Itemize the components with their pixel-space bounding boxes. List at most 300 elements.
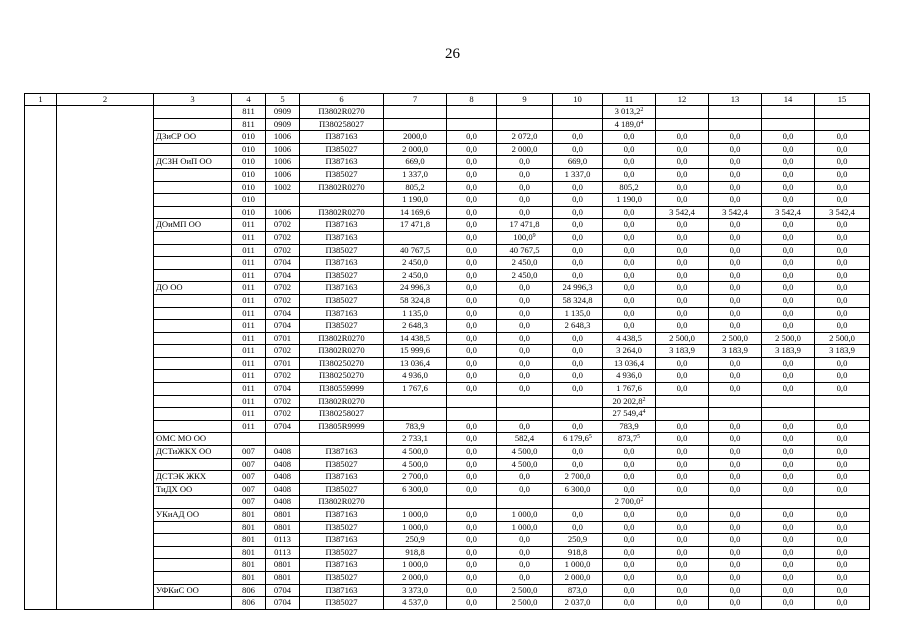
value-cell: 0,0 bbox=[762, 156, 815, 169]
value-cell: 0,0 bbox=[762, 168, 815, 181]
value-cell: 0,0 bbox=[497, 181, 553, 194]
value-cell: 0,0 bbox=[603, 282, 656, 295]
value-cell: 0,0 bbox=[762, 294, 815, 307]
value-cell: П387163 bbox=[300, 446, 384, 459]
value-cell: 0,0 bbox=[762, 219, 815, 232]
value-cell: 011 bbox=[232, 244, 266, 257]
value-cell: 010 bbox=[232, 194, 266, 207]
value-cell: 0,0 bbox=[553, 521, 603, 534]
value-cell: 3 183,9 bbox=[815, 345, 870, 358]
value-cell: 0,0 bbox=[709, 307, 762, 320]
value-cell: 0,0 bbox=[656, 282, 709, 295]
value-cell bbox=[447, 106, 497, 119]
value-cell: 0,0 bbox=[709, 181, 762, 194]
value-cell: 2000,0 bbox=[384, 131, 447, 144]
value-cell: 0,0 bbox=[447, 320, 497, 333]
value-cell: П3802R0270 bbox=[300, 181, 384, 194]
value-cell: 0,0 bbox=[553, 143, 603, 156]
value-cell: 0,0 bbox=[709, 131, 762, 144]
value-cell: 1 000,0 bbox=[497, 509, 553, 522]
value-cell: П387163 bbox=[300, 131, 384, 144]
value-cell: 2 500,0 bbox=[815, 332, 870, 345]
value-cell: 0,0 bbox=[656, 509, 709, 522]
value-cell: П385027 bbox=[300, 483, 384, 496]
value-cell: 0801 bbox=[266, 559, 300, 572]
value-cell: 24 996,3 bbox=[553, 282, 603, 295]
value-cell: 0,0 bbox=[656, 370, 709, 383]
value-cell bbox=[762, 118, 815, 131]
value-cell: 3 264,0 bbox=[603, 345, 656, 358]
value-cell: 783,9 bbox=[603, 420, 656, 433]
value-cell: П3802R0270 bbox=[300, 332, 384, 345]
value-cell: 0,0 bbox=[762, 383, 815, 396]
value-cell: 0,0 bbox=[447, 597, 497, 610]
column-header: 3 bbox=[154, 94, 232, 106]
value-cell: 2 500,0 bbox=[497, 584, 553, 597]
value-cell: 0,0 bbox=[656, 597, 709, 610]
column-header: 13 bbox=[709, 94, 762, 106]
value-cell: 0,0 bbox=[447, 345, 497, 358]
value-cell: 0,0 bbox=[447, 156, 497, 169]
value-cell: 0,0 bbox=[762, 458, 815, 471]
value-cell: 811 bbox=[232, 106, 266, 119]
value-cell: 0,0 bbox=[709, 194, 762, 207]
value-cell: 0,0 bbox=[815, 446, 870, 459]
value-cell: 0,0 bbox=[447, 143, 497, 156]
value-cell: 0,0 bbox=[815, 534, 870, 547]
value-cell: 0,0 bbox=[815, 571, 870, 584]
value-cell: 0,0 bbox=[709, 509, 762, 522]
department-cell bbox=[154, 534, 232, 547]
value-cell: 0,0 bbox=[497, 206, 553, 219]
footnote-mark: 9 bbox=[532, 232, 536, 239]
footnote-mark: 2 bbox=[640, 497, 644, 504]
value-cell: 0,0 bbox=[656, 131, 709, 144]
value-cell: 0,0 bbox=[709, 534, 762, 547]
value-cell: 6 300,0 bbox=[384, 483, 447, 496]
value-cell: 011 bbox=[232, 257, 266, 270]
value-cell: 0909 bbox=[266, 106, 300, 119]
value-cell: 14 169,6 bbox=[384, 206, 447, 219]
department-cell bbox=[154, 206, 232, 219]
value-cell: 0,0 bbox=[656, 483, 709, 496]
value-cell: П3802R0270 bbox=[300, 496, 384, 509]
value-cell: 011 bbox=[232, 357, 266, 370]
value-cell: 0,0 bbox=[603, 168, 656, 181]
value-cell: 0,0 bbox=[603, 584, 656, 597]
department-cell bbox=[154, 294, 232, 307]
value-cell: 1006 bbox=[266, 131, 300, 144]
value-cell: 2 450,0 bbox=[384, 269, 447, 282]
value-cell: 0,0 bbox=[447, 307, 497, 320]
footnote-mark: 4 bbox=[640, 119, 644, 126]
value-cell: 0,0 bbox=[447, 357, 497, 370]
value-cell: 0,0 bbox=[815, 559, 870, 572]
department-cell bbox=[154, 143, 232, 156]
value-cell: 0,0 bbox=[656, 521, 709, 534]
value-cell: 1006 bbox=[266, 156, 300, 169]
value-cell: 6 179,6$^5$ bbox=[553, 433, 603, 446]
value-cell: 0,0 bbox=[447, 294, 497, 307]
value-cell: 011 bbox=[232, 269, 266, 282]
value-cell: 0,0 bbox=[447, 206, 497, 219]
value-cell: 0,0 bbox=[709, 483, 762, 496]
value-cell: 0,0 bbox=[762, 509, 815, 522]
column-header: 5 bbox=[266, 94, 300, 106]
department-cell bbox=[154, 257, 232, 270]
value-cell: 0,0 bbox=[709, 546, 762, 559]
value-cell: 2 500,0 bbox=[762, 332, 815, 345]
value-cell: 0,0 bbox=[709, 471, 762, 484]
value-cell: 011 bbox=[232, 231, 266, 244]
department-cell bbox=[154, 269, 232, 282]
value-cell: 0,0 bbox=[709, 143, 762, 156]
value-cell: 0,0 bbox=[497, 546, 553, 559]
spanned-cell-col2 bbox=[57, 106, 154, 610]
value-cell: 2 648,3 bbox=[384, 320, 447, 333]
value-cell bbox=[762, 395, 815, 408]
value-cell: 0,0 bbox=[603, 471, 656, 484]
value-cell bbox=[815, 395, 870, 408]
value-cell: 0704 bbox=[266, 257, 300, 270]
value-cell: 4 537,0 bbox=[384, 597, 447, 610]
value-cell: 0,0 bbox=[815, 320, 870, 333]
department-cell bbox=[154, 118, 232, 131]
value-cell: П387163 bbox=[300, 584, 384, 597]
column-header: 10 bbox=[553, 94, 603, 106]
value-cell bbox=[447, 118, 497, 131]
value-cell: 4 500,0 bbox=[497, 446, 553, 459]
value-cell: 0,0 bbox=[709, 357, 762, 370]
value-cell: П387163 bbox=[300, 219, 384, 232]
value-cell: 0,0 bbox=[553, 206, 603, 219]
department-cell: ДСТиЖКХ ОО bbox=[154, 446, 232, 459]
value-cell: 806 bbox=[232, 597, 266, 610]
value-cell: 3 542,4 bbox=[656, 206, 709, 219]
column-header: 1 bbox=[25, 94, 57, 106]
budget-table bbox=[24, 93, 870, 610]
value-cell: 0,0 bbox=[656, 584, 709, 597]
value-cell: 13 036,4 bbox=[603, 357, 656, 370]
value-cell: 918,8 bbox=[384, 546, 447, 559]
value-cell: 806 bbox=[232, 584, 266, 597]
value-cell: 918,8 bbox=[553, 546, 603, 559]
value-cell: 0704 bbox=[266, 307, 300, 320]
value-cell: 011 bbox=[232, 383, 266, 396]
value-cell: 0,0 bbox=[709, 571, 762, 584]
value-cell bbox=[553, 118, 603, 131]
value-cell: 801 bbox=[232, 534, 266, 547]
value-cell: П380250270 bbox=[300, 357, 384, 370]
department-cell bbox=[154, 408, 232, 421]
value-cell: 0,0 bbox=[815, 231, 870, 244]
department-cell bbox=[154, 244, 232, 257]
value-cell: 801 bbox=[232, 546, 266, 559]
value-cell bbox=[232, 433, 266, 446]
value-cell: 2 700,0 bbox=[384, 471, 447, 484]
value-cell: 0,0 bbox=[497, 559, 553, 572]
value-cell: 007 bbox=[232, 496, 266, 509]
column-header: 11 bbox=[603, 94, 656, 106]
value-cell: 17 471,8 bbox=[384, 219, 447, 232]
value-cell: 0,0 bbox=[762, 357, 815, 370]
value-cell bbox=[815, 118, 870, 131]
value-cell: 6 300,0 bbox=[553, 483, 603, 496]
value-cell: П385027 bbox=[300, 269, 384, 282]
value-cell bbox=[384, 106, 447, 119]
value-cell: 0,0 bbox=[603, 244, 656, 257]
department-cell bbox=[154, 357, 232, 370]
value-cell: П387163 bbox=[300, 231, 384, 244]
value-cell: 0408 bbox=[266, 483, 300, 496]
department-cell: ДСТЭК ЖКХ bbox=[154, 471, 232, 484]
value-cell: 0,0 bbox=[656, 433, 709, 446]
value-cell: 011 bbox=[232, 420, 266, 433]
value-cell: 0,0 bbox=[762, 534, 815, 547]
value-cell: 0704 bbox=[266, 320, 300, 333]
value-cell: 27 549,4$^4$ bbox=[603, 408, 656, 421]
value-cell: П385027 bbox=[300, 294, 384, 307]
value-cell: 0,0 bbox=[553, 244, 603, 257]
value-cell: 0,0 bbox=[656, 383, 709, 396]
department-cell bbox=[154, 383, 232, 396]
value-cell: 0,0 bbox=[815, 168, 870, 181]
value-cell: 0,0 bbox=[497, 332, 553, 345]
value-cell: 0,0 bbox=[447, 559, 497, 572]
value-cell: 1006 bbox=[266, 143, 300, 156]
value-cell: 0,0 bbox=[603, 257, 656, 270]
spanned-cell-col1 bbox=[25, 106, 57, 610]
value-cell: 582,4 bbox=[497, 433, 553, 446]
value-cell: 0,0 bbox=[603, 534, 656, 547]
value-cell: 0,0 bbox=[497, 307, 553, 320]
footnote-mark: 4 bbox=[642, 409, 646, 416]
value-cell: 0,0 bbox=[656, 194, 709, 207]
value-cell: 0,0 bbox=[497, 571, 553, 584]
value-cell: 0,0 bbox=[447, 584, 497, 597]
value-cell: 010 bbox=[232, 168, 266, 181]
value-cell: 0,0 bbox=[709, 383, 762, 396]
value-cell: 0,0 bbox=[815, 597, 870, 610]
value-cell: 2 450,0 bbox=[497, 257, 553, 270]
value-cell: 0,0 bbox=[553, 370, 603, 383]
value-cell: 0,0 bbox=[603, 458, 656, 471]
value-cell: 1 000,0 bbox=[384, 559, 447, 572]
value-cell: 011 bbox=[232, 307, 266, 320]
value-cell: 805,2 bbox=[384, 181, 447, 194]
value-cell bbox=[300, 433, 384, 446]
value-cell: 805,2 bbox=[603, 181, 656, 194]
value-cell: 1002 bbox=[266, 181, 300, 194]
value-cell: 0,0 bbox=[603, 219, 656, 232]
column-header: 7 bbox=[384, 94, 447, 106]
value-cell: 2 700,0$^2$ bbox=[603, 496, 656, 509]
value-cell: 0702 bbox=[266, 294, 300, 307]
value-cell: 0,0 bbox=[656, 357, 709, 370]
value-cell: 0,0 bbox=[656, 307, 709, 320]
department-cell bbox=[154, 521, 232, 534]
value-cell: 0,0 bbox=[815, 420, 870, 433]
value-cell: П387163 bbox=[300, 282, 384, 295]
value-cell: 0,0 bbox=[447, 546, 497, 559]
value-cell: 13 036,4 bbox=[384, 357, 447, 370]
value-cell: 0,0 bbox=[447, 244, 497, 257]
value-cell: 0,0 bbox=[762, 546, 815, 559]
value-cell: 14 438,5 bbox=[384, 332, 447, 345]
value-cell: 0,0 bbox=[553, 231, 603, 244]
department-cell bbox=[154, 320, 232, 333]
value-cell: 0,0 bbox=[603, 546, 656, 559]
value-cell bbox=[709, 496, 762, 509]
department-cell bbox=[154, 571, 232, 584]
value-cell bbox=[656, 106, 709, 119]
column-header: 2 bbox=[57, 94, 154, 106]
department-cell: ДО ОО bbox=[154, 282, 232, 295]
value-cell: 0,0 bbox=[709, 521, 762, 534]
department-cell bbox=[154, 194, 232, 207]
department-cell: ДЗиСР ОО bbox=[154, 131, 232, 144]
value-cell: П385027 bbox=[300, 320, 384, 333]
value-cell: 0,0 bbox=[656, 244, 709, 257]
value-cell: П385027 bbox=[300, 597, 384, 610]
value-cell: 0,0 bbox=[553, 131, 603, 144]
value-cell: 2 450,0 bbox=[497, 269, 553, 282]
value-cell: 0,0 bbox=[447, 370, 497, 383]
value-cell: П3802R0270 bbox=[300, 206, 384, 219]
value-cell: 0702 bbox=[266, 395, 300, 408]
value-cell: 0,0 bbox=[815, 194, 870, 207]
value-cell: 2 000,0 bbox=[497, 143, 553, 156]
value-cell: 0,0 bbox=[497, 357, 553, 370]
value-cell bbox=[497, 395, 553, 408]
value-cell: 0,0 bbox=[603, 597, 656, 610]
value-cell: 58 324,8 bbox=[553, 294, 603, 307]
footnote-mark: 2 bbox=[642, 396, 646, 403]
department-cell: ТиДХ ОО bbox=[154, 483, 232, 496]
value-cell: 007 bbox=[232, 446, 266, 459]
value-cell bbox=[709, 395, 762, 408]
value-cell: 0,0 bbox=[762, 257, 815, 270]
value-cell bbox=[447, 496, 497, 509]
department-cell bbox=[154, 546, 232, 559]
value-cell: 0,0 bbox=[762, 446, 815, 459]
value-cell: 3 542,4 bbox=[709, 206, 762, 219]
value-cell: 1 767,6 bbox=[384, 383, 447, 396]
value-cell: 0,0 bbox=[815, 244, 870, 257]
value-cell: 250,9 bbox=[384, 534, 447, 547]
value-cell: 0,0 bbox=[709, 219, 762, 232]
value-cell: 2 000,0 bbox=[553, 571, 603, 584]
value-cell: 0,0 bbox=[762, 181, 815, 194]
value-cell bbox=[815, 496, 870, 509]
value-cell: 0,0 bbox=[709, 458, 762, 471]
value-cell: 011 bbox=[232, 282, 266, 295]
department-cell bbox=[154, 231, 232, 244]
value-cell: 0,0 bbox=[447, 269, 497, 282]
value-cell: 0801 bbox=[266, 571, 300, 584]
department-cell bbox=[154, 345, 232, 358]
value-cell: 669,0 bbox=[553, 156, 603, 169]
value-cell: 0,0 bbox=[762, 320, 815, 333]
value-cell: 0,0 bbox=[447, 571, 497, 584]
value-cell: 1 190,0 bbox=[603, 194, 656, 207]
value-cell: П387163 bbox=[300, 559, 384, 572]
value-cell: 0,0 bbox=[447, 231, 497, 244]
value-cell: 0,0 bbox=[603, 307, 656, 320]
value-cell: 3 183,9 bbox=[709, 345, 762, 358]
value-cell: 007 bbox=[232, 471, 266, 484]
value-cell: П387163 bbox=[300, 534, 384, 547]
value-cell: П3802R0270 bbox=[300, 395, 384, 408]
value-cell: 2 072,0 bbox=[497, 131, 553, 144]
value-cell: 0,0 bbox=[762, 559, 815, 572]
value-cell: 0,0 bbox=[553, 458, 603, 471]
value-cell: 011 bbox=[232, 408, 266, 421]
value-cell: 0,0 bbox=[762, 420, 815, 433]
value-cell: 2 500,0 bbox=[497, 597, 553, 610]
value-cell: 0,0 bbox=[815, 584, 870, 597]
department-cell bbox=[154, 307, 232, 320]
value-cell: 0704 bbox=[266, 584, 300, 597]
value-cell: 3 183,9 bbox=[762, 345, 815, 358]
value-cell: 0,0 bbox=[553, 194, 603, 207]
value-cell: 3 183,9 bbox=[656, 345, 709, 358]
value-cell: 0,0 bbox=[762, 307, 815, 320]
value-cell: 0,0 bbox=[497, 294, 553, 307]
value-cell: 0,0 bbox=[815, 433, 870, 446]
value-cell bbox=[815, 106, 870, 119]
department-cell: ДОиМП ОО bbox=[154, 219, 232, 232]
value-cell: 0702 bbox=[266, 370, 300, 383]
value-cell: 0408 bbox=[266, 496, 300, 509]
value-cell bbox=[553, 106, 603, 119]
value-cell: 15 999,6 bbox=[384, 345, 447, 358]
value-cell: П380559999 bbox=[300, 383, 384, 396]
value-cell: 4 936,0 bbox=[603, 370, 656, 383]
value-cell: 0,0 bbox=[656, 168, 709, 181]
value-cell: 1 000,0 bbox=[384, 521, 447, 534]
value-cell: 0,0 bbox=[709, 597, 762, 610]
value-cell: 011 bbox=[232, 219, 266, 232]
value-cell: 0702 bbox=[266, 231, 300, 244]
department-cell: УКиАД ОО bbox=[154, 509, 232, 522]
value-cell: 801 bbox=[232, 571, 266, 584]
value-cell: 2 500,0 bbox=[709, 332, 762, 345]
department-cell bbox=[154, 370, 232, 383]
value-cell: 011 bbox=[232, 345, 266, 358]
value-cell: 2 500,0 bbox=[656, 332, 709, 345]
value-cell: 0,0 bbox=[553, 383, 603, 396]
value-cell: 0,0 bbox=[762, 584, 815, 597]
value-cell: 3 373,0 bbox=[384, 584, 447, 597]
value-cell: 0,0 bbox=[497, 534, 553, 547]
value-cell: П387163 bbox=[300, 509, 384, 522]
value-cell: 0,0 bbox=[762, 471, 815, 484]
value-cell: 0702 bbox=[266, 345, 300, 358]
value-cell: 2 700,0 bbox=[553, 471, 603, 484]
value-cell: 0909 bbox=[266, 118, 300, 131]
value-cell bbox=[266, 194, 300, 207]
value-cell: 0,0 bbox=[553, 269, 603, 282]
value-cell: П385027 bbox=[300, 546, 384, 559]
value-cell bbox=[384, 496, 447, 509]
value-cell: 3 542,4 bbox=[815, 206, 870, 219]
value-cell: 4 438,5 bbox=[603, 332, 656, 345]
column-header: 14 bbox=[762, 94, 815, 106]
value-cell: 17 471,8 bbox=[497, 219, 553, 232]
value-cell: 0,0 bbox=[709, 231, 762, 244]
value-cell: 0,0 bbox=[447, 219, 497, 232]
